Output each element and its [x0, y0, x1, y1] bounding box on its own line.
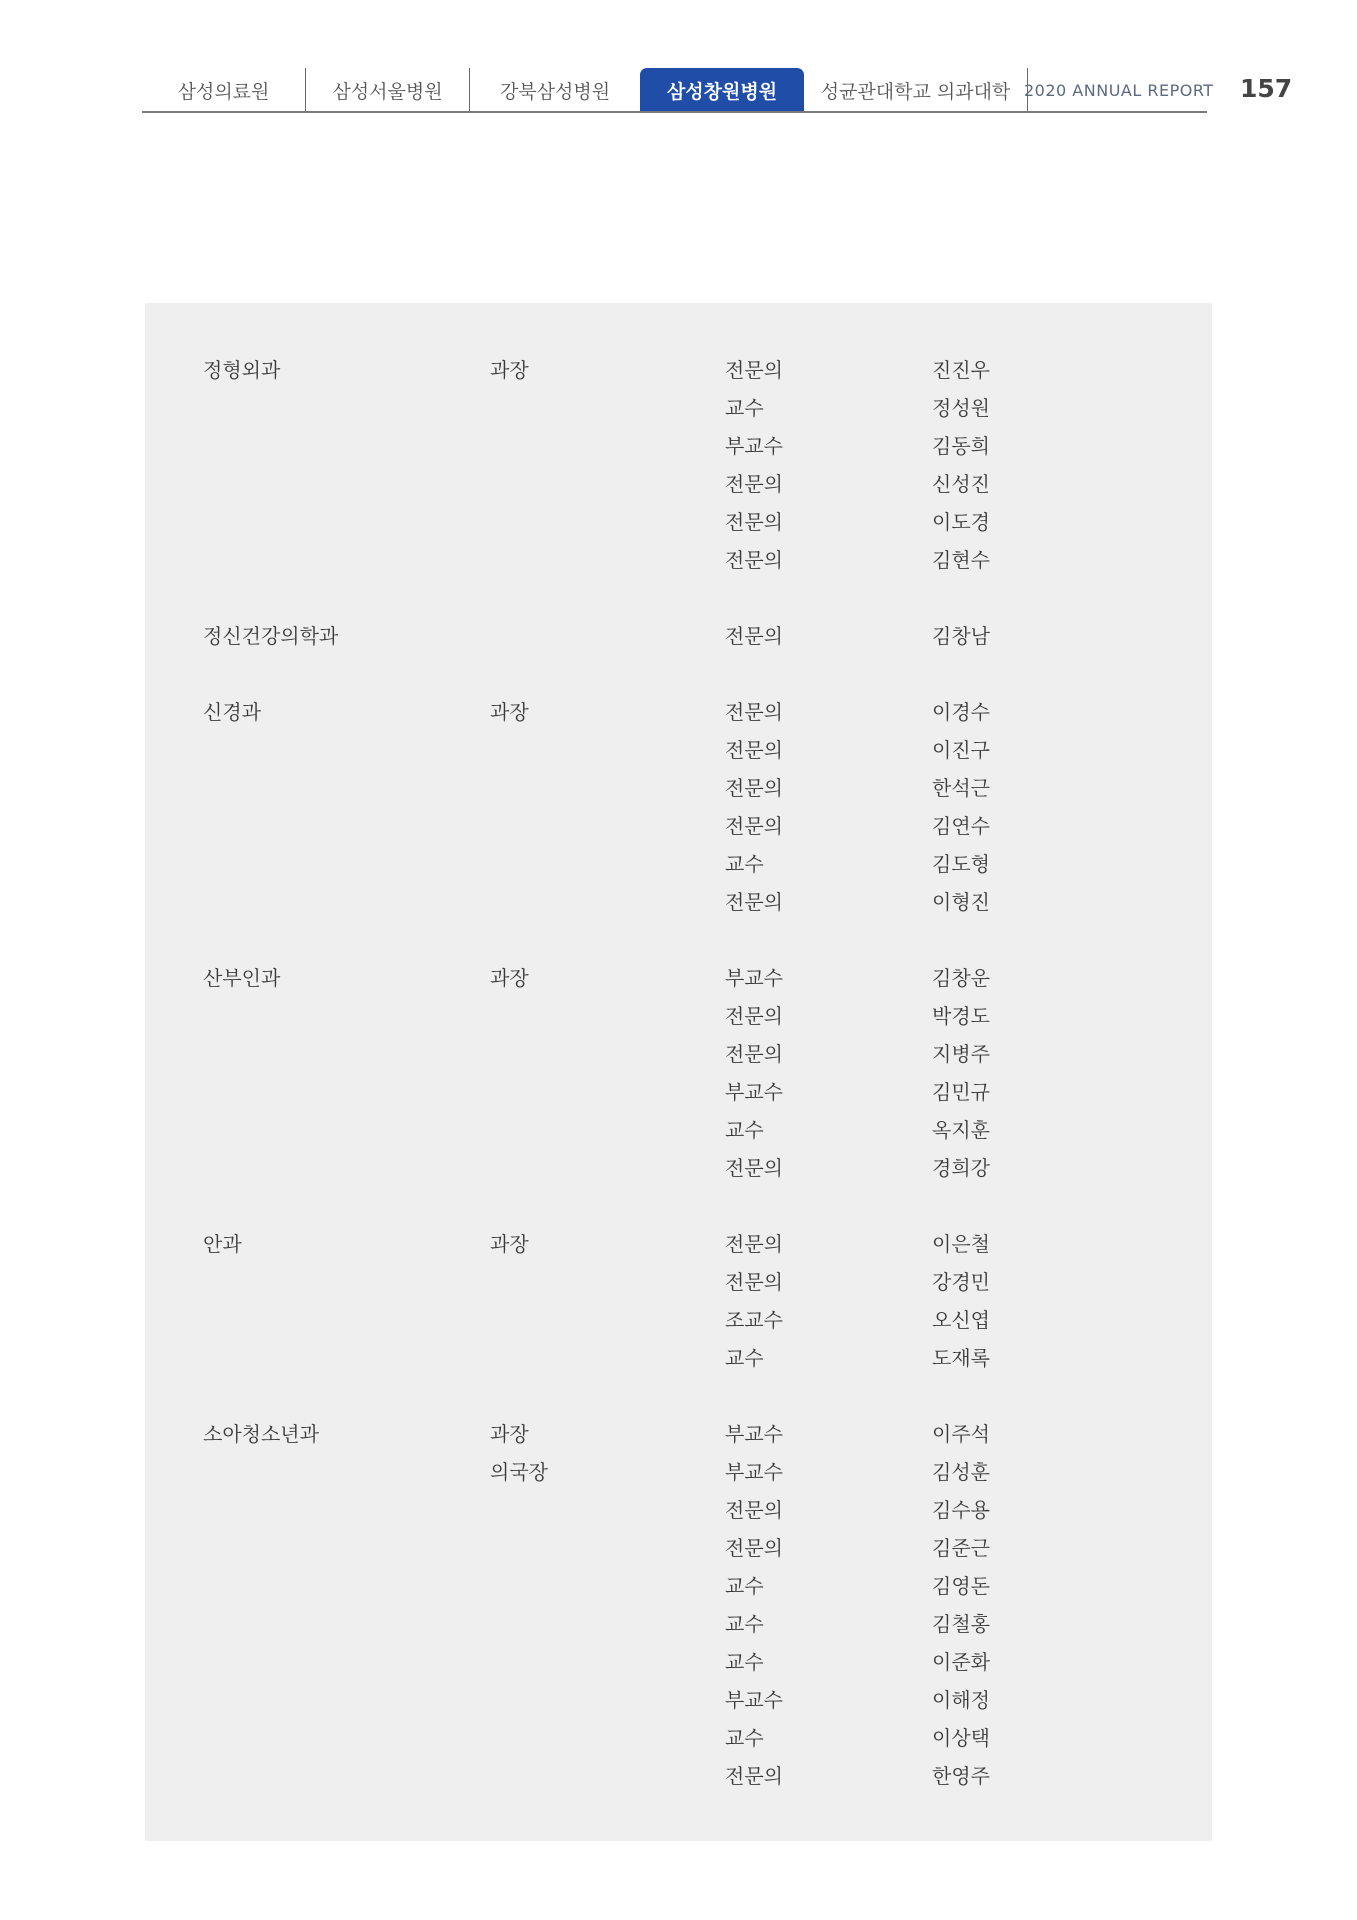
page-number: 157: [1240, 73, 1293, 103]
staff-name: 이경수: [932, 700, 990, 724]
staff-name: 김민규: [932, 1080, 990, 1104]
department-role: 과장: [490, 1232, 529, 1256]
staff-name: 이준화: [932, 1650, 990, 1674]
staff-title: 교수: [725, 1574, 764, 1598]
staff-title: 전문의: [725, 472, 783, 496]
staff-name: 경희강: [932, 1156, 990, 1180]
staff-name: 이형진: [932, 890, 990, 914]
staff-name: 김현수: [932, 548, 990, 572]
staff-title: 부교수: [725, 966, 783, 990]
staff-title: 전문의: [725, 1536, 783, 1560]
department-block: [145, 964, 1212, 1192]
staff-title: 교수: [725, 1650, 764, 1674]
staff-title: 전문의: [725, 814, 783, 838]
staff-name: 김철홍: [932, 1612, 990, 1636]
staff-title: 조교수: [725, 1308, 783, 1332]
department-block: [145, 698, 1212, 926]
staff-title: 교수: [725, 1726, 764, 1750]
department-name: 정신건강의학과: [203, 624, 339, 648]
staff-name: 김연수: [932, 814, 990, 838]
staff-title: 전문의: [725, 358, 783, 382]
staff-name: 이진구: [932, 738, 990, 762]
staff-name: 김준근: [932, 1536, 990, 1560]
department-block: [145, 1230, 1212, 1382]
staff-name: 김창운: [932, 966, 990, 990]
staff-name: 강경민: [932, 1270, 990, 1294]
department-block: [145, 622, 1212, 660]
staff-title: 전문의: [725, 510, 783, 534]
department-block: [145, 356, 1212, 584]
staff-title: 전문의: [725, 548, 783, 572]
staff-title: 전문의: [725, 738, 783, 762]
department-role: 과장: [490, 700, 529, 724]
staff-title: 전문의: [725, 776, 783, 800]
staff-title: 전문의: [725, 1042, 783, 1066]
department-name: 산부인과: [203, 966, 281, 990]
staff-name: 이상택: [932, 1726, 990, 1750]
staff-title: 전문의: [725, 1764, 783, 1788]
department-role: 의국장: [490, 1460, 548, 1484]
staff-name: 이주석: [932, 1422, 990, 1446]
staff-title: 부교수: [725, 434, 783, 458]
department-role: 과장: [490, 1422, 529, 1446]
staff-title: 전문의: [725, 624, 783, 648]
staff-name: 신성진: [932, 472, 990, 496]
staff-name: 한영주: [932, 1764, 990, 1788]
staff-name: 김영돈: [932, 1574, 990, 1598]
staff-title: 부교수: [725, 1460, 783, 1484]
staff-name: 김동희: [932, 434, 990, 458]
staff-title: 전문의: [725, 1270, 783, 1294]
staff-name: 김창남: [932, 624, 990, 648]
staff-title: 교수: [725, 852, 764, 876]
department-block: [145, 1420, 1212, 1800]
staff-name: 한석근: [932, 776, 990, 800]
tab-samsung-changwon-hospital[interactable]: 삼성창원병원: [640, 68, 804, 112]
staff-name: 이도경: [932, 510, 990, 534]
staff-title: 부교수: [725, 1688, 783, 1712]
staff-title: 부교수: [725, 1422, 783, 1446]
staff-name: 지병주: [932, 1042, 990, 1066]
staff-name: 정성원: [932, 396, 990, 420]
tab-skku-medicine[interactable]: 성균관대학교 의과대학: [804, 68, 1028, 112]
department-name: 소아청소년과: [203, 1422, 319, 1446]
staff-name: 진진우: [932, 358, 990, 382]
staff-directory-panel: [145, 303, 1212, 1841]
staff-title: 교수: [725, 1118, 764, 1142]
staff-title: 교수: [725, 1612, 764, 1636]
staff-title: 전문의: [725, 1232, 783, 1256]
staff-title: 전문의: [725, 1498, 783, 1522]
staff-name: 박경도: [932, 1004, 990, 1028]
staff-title: 교수: [725, 396, 764, 420]
department-role: 과장: [490, 358, 529, 382]
page-header: [0, 0, 1357, 115]
staff-name: 김수용: [932, 1498, 990, 1522]
staff-title: 전문의: [725, 700, 783, 724]
tab-samsung-medical-center[interactable]: 삼성의료원: [142, 68, 306, 112]
staff-title: 전문의: [725, 890, 783, 914]
tab-samsung-seoul-hospital[interactable]: 삼성서울병원: [306, 68, 470, 112]
department-name: 신경과: [203, 700, 261, 724]
staff-title: 교수: [725, 1346, 764, 1370]
department-role: 과장: [490, 966, 529, 990]
staff-name: 김성훈: [932, 1460, 990, 1484]
staff-title: 전문의: [725, 1156, 783, 1180]
tab-kangbuk-samsung-hospital[interactable]: 강북삼성병원: [499, 80, 611, 103]
staff-name: 오신엽: [932, 1308, 990, 1332]
staff-name: 이해정: [932, 1688, 990, 1712]
staff-title: 부교수: [725, 1080, 783, 1104]
department-name: 정형외과: [203, 358, 281, 382]
staff-name: 옥지훈: [932, 1118, 990, 1142]
staff-name: 이은철: [932, 1232, 990, 1256]
department-name: 안과: [203, 1232, 242, 1256]
hospital-nav: [142, 68, 1028, 112]
report-label: 2020 ANNUAL REPORT: [1024, 80, 1214, 100]
staff-name: 김도형: [932, 852, 990, 876]
staff-title: 전문의: [725, 1004, 783, 1028]
staff-name: 도재록: [932, 1346, 990, 1370]
